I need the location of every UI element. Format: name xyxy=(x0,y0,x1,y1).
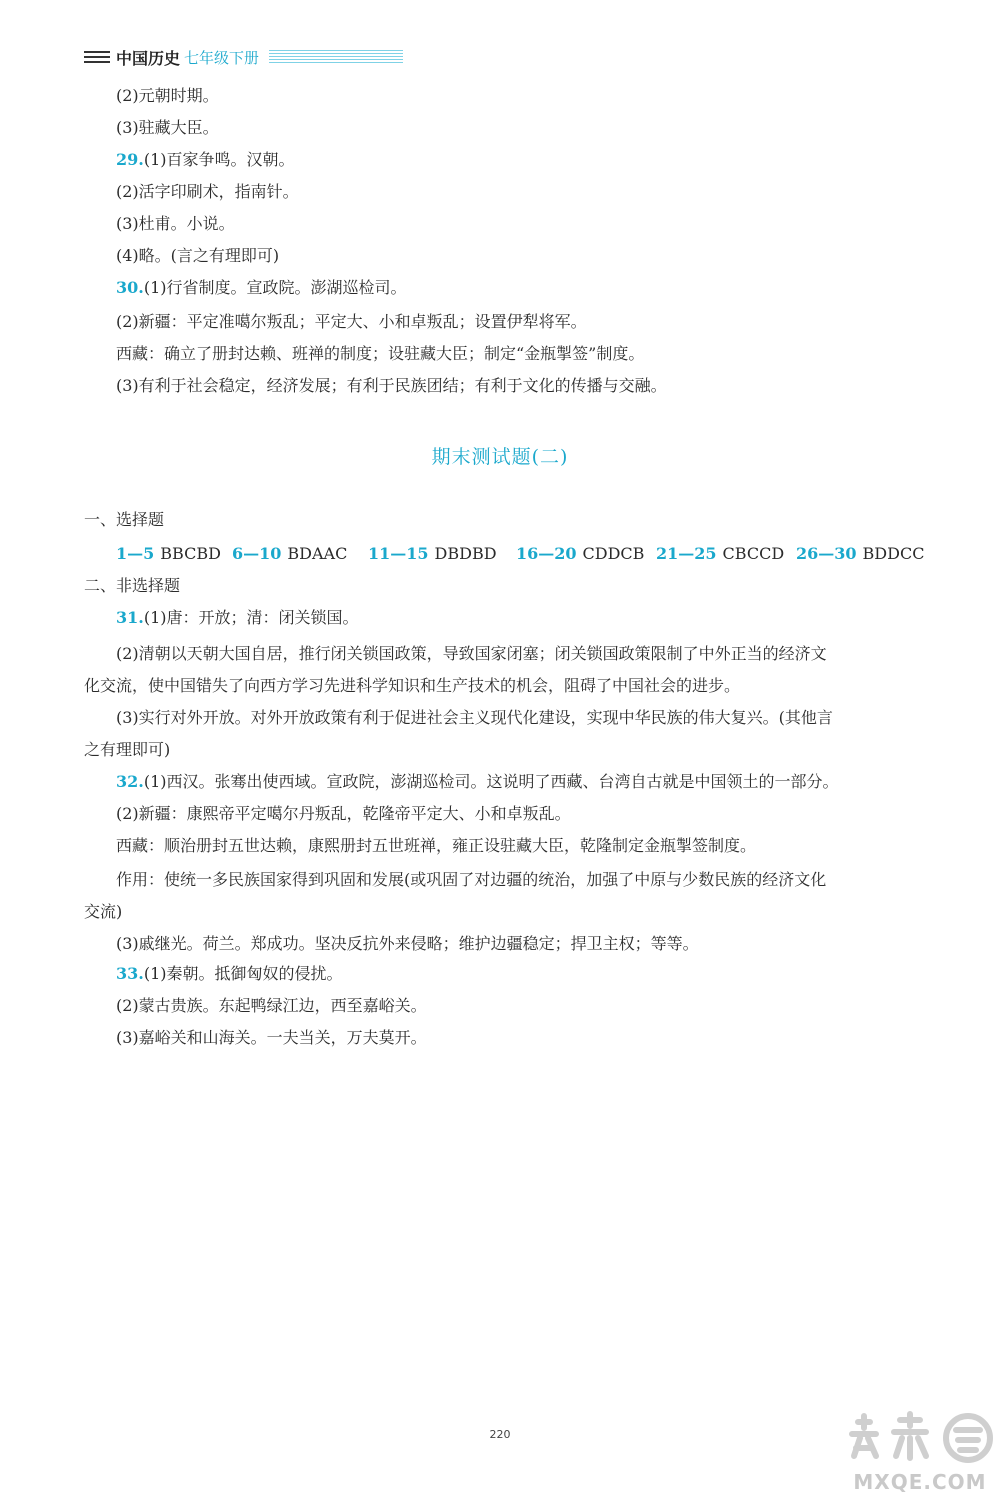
mc-answer-group xyxy=(796,544,924,563)
mc-answer-group xyxy=(116,544,221,563)
question-number: 33. xyxy=(116,964,144,983)
mc-answer-group xyxy=(368,544,497,563)
answer-line: 之有理即可) xyxy=(84,740,171,759)
mc-answer-group xyxy=(516,544,644,563)
answer-line: 作用：使统一多民族国家得到巩固和发展(或巩固了对边疆的统治，加强了中原与少数民族的经济文化 xyxy=(116,870,827,889)
question-number: 30. xyxy=(116,278,144,297)
answer-line: 西藏：顺治册封五世达赖，康熙册封五世班禅，雍正设驻藏大臣，乾隆制定金瓶掣签制度。 xyxy=(116,836,757,855)
watermark xyxy=(840,1408,1000,1496)
question-number: 31. xyxy=(116,608,144,627)
answer-line: (2)清朝以天朝大国自居，推行闭关锁国政策，导致国家闭塞；闭关锁国政策限制了中外正当的经济文 xyxy=(116,644,827,663)
part-heading: 二、非选择题 xyxy=(84,576,181,595)
answer-text: (1)唐：开放；清：闭关锁国。 xyxy=(143,608,359,627)
question-31-line xyxy=(116,608,359,628)
answer-line: (3)驻藏大臣。 xyxy=(116,118,219,137)
mc-answer: BBCBD xyxy=(160,544,221,563)
mc-answer: CBCCD xyxy=(722,544,785,563)
mc-answer-group xyxy=(232,544,347,563)
question-33-line xyxy=(116,964,343,984)
answer-line: (3)实行对外开放。对外开放政策有利于促进社会主义现代化建设，实现中华民族的伟大复兴。(其他言 xyxy=(116,708,833,727)
mc-answer: BDDCC xyxy=(862,544,925,563)
answer-line: (4)略。(言之有理即可) xyxy=(116,246,280,265)
answer-line: (2)蒙古贵族。东起鸭绿江边，西至嘉峪关。 xyxy=(116,996,427,1015)
answer-text: (1)西汉。张骞出使西域。宣政院，澎湖巡检司。这说明了西藏、台湾自古就是中国领土的一部分。 xyxy=(143,772,839,791)
header-stripe-decoration xyxy=(269,50,403,64)
header-grade: 七年级下册 xyxy=(184,48,260,67)
mc-answer: CDDCB xyxy=(582,544,645,563)
answer-line: (2)新疆：康熙帝平定噶尔丹叛乱，乾隆帝平定大、小和卓叛乱。 xyxy=(116,804,571,823)
answer-line: (2)新疆：平定准噶尔叛乱；平定大、小和卓叛乱；设置伊犁将军。 xyxy=(116,312,587,331)
section-title: 期末测试题(二) xyxy=(431,446,569,468)
mc-range: 6—10 xyxy=(232,544,282,563)
part-heading: 一、选择题 xyxy=(84,510,165,529)
mc-range: 16—20 xyxy=(516,544,577,563)
answer-line: (2)活字印刷术，指南针。 xyxy=(116,182,299,201)
header-bars-decoration xyxy=(84,51,110,63)
answer-text: (1)秦朝。抵御匈奴的侵扰。 xyxy=(143,964,343,983)
watermark-site: MXQE.COM xyxy=(853,1470,987,1494)
answer-line: 西藏：确立了册封达赖、班禅的制度；设驻藏大臣；制定“金瓶掣签”制度。 xyxy=(116,344,645,363)
answer-text: (1)百家争鸣。汉朝。 xyxy=(143,150,295,169)
answer-line: 化交流，使中国错失了向西方学习先进科学知识和生产技术的机会，阻碍了中国社会的进步。 xyxy=(84,676,741,695)
question-29-line xyxy=(116,150,295,170)
mc-range: 11—15 xyxy=(368,544,429,563)
answer-line: (3)戚继光。荷兰。郑成功。坚决反抗外来侵略；维护边疆稳定；捍卫主权；等等。 xyxy=(116,934,699,953)
question-32-line xyxy=(116,772,839,792)
mc-answer-group xyxy=(656,544,784,563)
mc-answer: DBDBD xyxy=(434,544,497,563)
answer-text: (1)行省制度。宣政院。澎湖巡检司。 xyxy=(143,278,407,297)
watermark-logo xyxy=(840,1408,1000,1470)
question-30-line xyxy=(116,278,407,298)
mc-answer: BDAAC xyxy=(287,544,348,563)
answer-line: 交流) xyxy=(84,902,123,921)
mc-range: 21—25 xyxy=(656,544,717,563)
question-number: 29. xyxy=(116,150,144,169)
answer-line: (3)嘉峪关和山海关。一夫当关，万夫莫开。 xyxy=(116,1028,427,1047)
answer-line: (2)元朝时期。 xyxy=(116,86,219,105)
answer-line: (3)杜甫。小说。 xyxy=(116,214,235,233)
answer-line: (3)有利于社会稳定，经济发展；有利于民族团结；有利于文化的传播与交融。 xyxy=(116,376,667,395)
question-number: 32. xyxy=(116,772,144,791)
mc-range: 1—5 xyxy=(116,544,155,563)
header-subject: 中国历史 xyxy=(116,48,181,68)
mc-range: 26—30 xyxy=(796,544,857,563)
page-header xyxy=(84,44,403,70)
page-number: 220 xyxy=(489,1428,511,1441)
